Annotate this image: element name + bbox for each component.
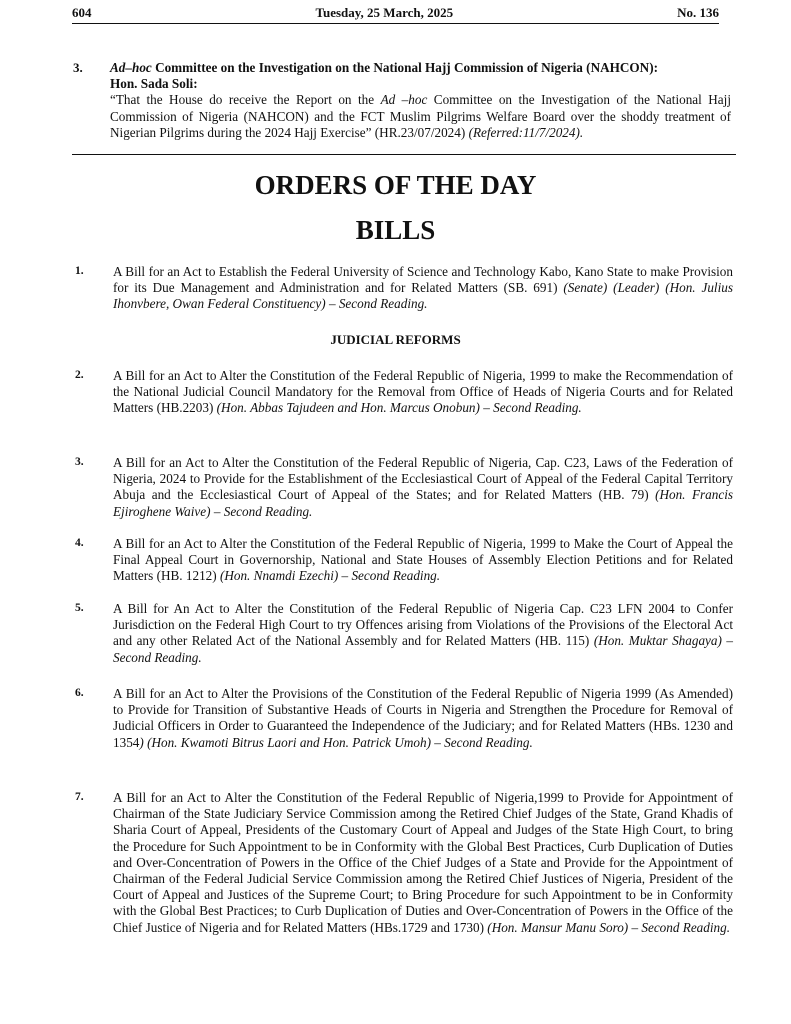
bill-sponsor: (Hon. Muktar Shagaya) – Second Reading. [113,633,734,665]
report-title-rest: Committee on the Investigation on the National Hajj Commission of Nigeria (NAHCON): [151,60,658,75]
bill-item [72,601,733,666]
report-title [110,60,731,76]
bill-text [113,368,733,417]
bill-sponsor: ) (Hon. Kwamoti Bitrus Laori and Hon. Patrick Umoh) – Second Reading. [139,734,533,750]
page-header [72,5,719,24]
report-number: 3. [73,60,83,75]
bill-text [113,790,733,936]
bill-item [72,686,733,751]
section-divider [72,154,736,155]
orders-heading: ORDERS OF THE DAY [254,170,537,200]
judicial-reforms-heading: JUDICIAL REFORMS [330,332,461,347]
bill-number: 1. [75,265,84,277]
report-title-italic: Ad–hoc [110,60,152,75]
bill-text [113,686,733,751]
bill-sponsor: (Hon. Nnamdi Ezechi) – Second Reading. [219,568,441,584]
bill-body: A Bill for an Act to Alter the Constitution of the Federal Republic of Nigeria, 1999 to make the Recommendation of the National Judicial Council Mandatory for the Removal from Office of Heads of Nigeria Courts and for Related Matters (HB.2203) [113,368,733,416]
report-body-italic: Ad –hoc [380,92,428,108]
bill-body: A Bill for an Act to Alter the Provisions of the Constitution of the Federal Republic of Nigeria 1999 (As Amended) to Provide for Transition of Substantive Heads of Courts in Nigeria and Strengthen the Procedure for Removal of Judicial Officers in Order to Guaranteed the Independence of the Judiciary; and for Related Matters (HBs. 1230 and 1354 [113,686,733,750]
bill-sponsor: (Hon. Francis Ejiroghene Waive) – Second Reading. [113,487,733,519]
bill-number: 6. [75,687,84,699]
bill-text [113,601,733,666]
report-item [110,60,731,141]
bill-number: 7. [75,791,84,803]
bill-sponsor: (Hon. Abbas Tajudeen and Hon. Marcus Onobun) – Second Reading. [216,400,582,416]
bill-sponsor: (Hon. Mansur Manu Soro) – Second Reading. [487,919,731,935]
report-body-rest: Committee on the Investigation of the National Hajj Commission of Nigeria (NAHCON) and the FCT Muslim Pilgrims Welfare Board over the shoddy treatment of Nigerian Pilgrims during the 2024 Hajj Exercise” (HR.23/07/2024) [110,92,731,140]
bill-number: 5. [75,602,84,614]
report-referred: (Referred:11/7/2024). [468,124,584,140]
bill-item [72,536,733,585]
issue-number: No. 136 [677,5,719,20]
bill-item [72,264,733,313]
report-body [110,92,731,141]
report-body-text: “That the House do receive the Report on the [110,92,381,108]
bill-body: A Bill for an Act to Establish the Federal University of Science and Technology Kabo, Kano State to make Provision for its Due Management and Administration and for Related Matters (SB. 691) [113,264,733,296]
bill-body: A Bill for An Act to Alter the Constitution of the Federal Republic of Nigeria Cap. C23 LFN 2004 to Confer Jurisdiction on the Federal High Court to try Offences arising from Violations of the Provisions of the Electoral Act and any other Related Act of the National Assembly and for Related Matters (HB. 115) [113,601,733,649]
bill-body: A Bill for an Act to Alter the Constitution of the Federal Republic of Nigeria, 1999 to Make the Court of Appeal the Final Appeal Court in Governorship, National and State Houses of Assembly Election Petitions and for Related Matters (HB. 1212) [113,536,733,584]
bills-heading: BILLS [355,215,436,245]
page-number: 604 [72,5,92,20]
bill-body: A Bill for an Act to Alter the Constitution of the Federal Republic of Nigeria,1999 to Provide for Appointment of Chairman of the State Judiciary Service Commission among the Retired Chief Judges of the State, Grand Khadis of Sharia Court of Appeal, Presidents of the Customary Court of Appeal and Judges of the State High Court, to bring the Procedure for Such Appointment to be in Conformity with the Global Best Practices, Curb Duplication of Duties and Over-Concentration of Powers in the Office of the Chief Judges of a State and Provide for the Appointment of Chairman of the Federal Judicial Service Commission among the Retired Chief Justices of Nigeria, President of the Court of Appeal and Justices of the Supreme Court; to Bring Procedure for such Appointment to be in Conformity with the Global Best Practices; to Curb Duplication of Duties and Over-Concentration of Powers in the Office of the Chief Justice of Nigeria and for Related Matters (HBs.1729 and 1730) [113,790,733,935]
bill-item [72,790,733,936]
bill-text [113,264,733,313]
header-date: Tuesday, 25 March, 2025 [315,5,454,20]
bill-body: A Bill for an Act to Alter the Constitution of the Federal Republic of Nigeria, Cap. C23, Laws of the Federation of Nigeria, 2024 to Provide for the Establishment of the Ecclesiastical Court of Appeal of the Federal Capital Territory Abuja and the Ecclesiastical Court of Appeal of the States; and for Related Matters (HB. 79) [113,455,733,503]
report-presenter: Hon. Sada Soli: [110,76,198,92]
bill-number: 3. [75,456,84,468]
bill-text [113,455,733,520]
bill-item [72,368,733,417]
bill-sponsor: (Senate) (Leader) (Hon. Julius Ihonvbere, Owan Federal Constituency) – Second Reading. [113,280,733,312]
bill-text [113,536,733,585]
bill-item [72,455,733,520]
bill-number: 2. [75,369,84,381]
bill-number: 4. [75,537,84,549]
